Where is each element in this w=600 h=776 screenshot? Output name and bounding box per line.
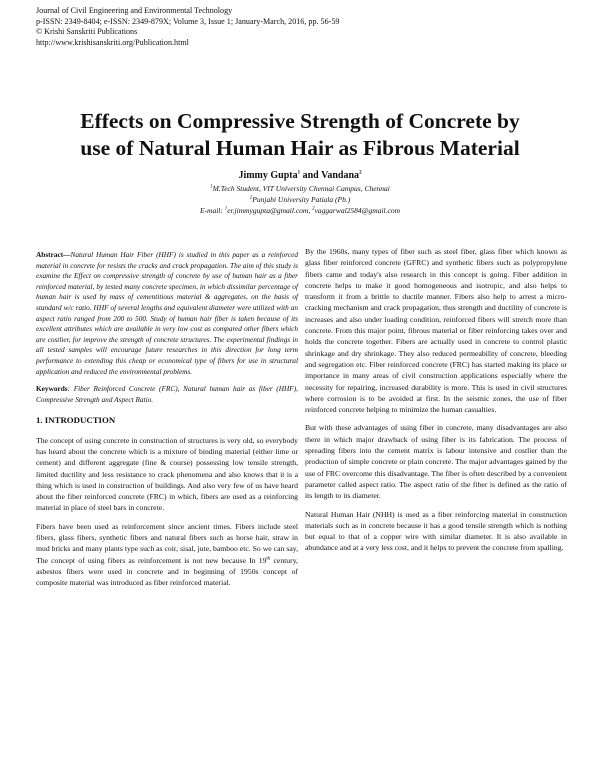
abstract [36, 250, 298, 377]
journal-header [36, 6, 339, 49]
right-column [305, 246, 567, 561]
author-1: Jimmy Gupta [238, 170, 298, 181]
section-heading-introduction: 1. INTRODUCTION [36, 415, 116, 426]
journal-copyright: © Krishi Sanskriti Publications [36, 27, 138, 37]
email-1[interactable]: er.jimmygupta@gmail.com, [227, 206, 313, 215]
affiliation-1 [0, 183, 600, 194]
affiliation-2-sup: 2 [249, 195, 253, 201]
journal-url[interactable]: http://www.krishisanskriti.org/Publication.html [36, 38, 189, 48]
author-2-sup: 2 [359, 170, 362, 176]
intro-paragraph-2 [36, 521, 298, 589]
journal-issn: p-ISSN: 2349-8404; e-ISSN: 2349-879X; Volume 3, Issue 1; January-March, 2016, pp. 56-59 [36, 16, 340, 26]
email-2[interactable]: vaggarwal2584@gmail.com [314, 206, 401, 215]
right-paragraph-1: By the 1960s, many types of fiber such as steel fiber, glass fiber which known as glass fiber reinforced concrete (GFRC) and synthetic fibers such as polypropylene fibers came and today's also research in this concept is going. Fiber addition in concrete helps to make it good homogeneous and isotropic, and also helps to transform it from a brittle to ductile manner. Fibers also help to arrest a micro-cracking mechanism and crack propagation, thus strength and ductility of concrete is increases and also under loading condition, reinforced fibers will stretch more than concrete. From this major point, fibrous material or fiber reinforcing takes over and holds the concrete together. Fibers are actually used in concrete to control plastic shrinkage and dry shrinkage. They also reduced permeability of concrete, bleeding and segregation etc. Fiber reinforced concrete (FRC) has started making its place or importance in many areas of civil construction applications especially where the necessity for repairing, increased durability is more. This is used in civil structures where corrosion is to be avoided at first. In the seismic zones, the use of fiber reinforced concrete helping to minimize the human casualties. [305, 247, 567, 415]
author-1-sup: 1 [297, 170, 301, 176]
affiliation-2-text: Punjabi University Patiala (Pb.) [252, 195, 351, 204]
email-1-sup: 1 [224, 206, 228, 212]
keywords-label: Keywords [36, 384, 68, 394]
century-sup: th [266, 556, 271, 562]
email-line [0, 205, 600, 216]
right-paragraph-3: Natural Human Hair (NHH) is used as a fiber reinforcing material in construction materials such as in concrete because it has a good tensile strength which is nothing but equal to that of a copper wire with similar diameter. It is also available in abundance and at a very less cost, and it helps to prevent the concrete from spalling. [305, 509, 567, 553]
title-line-2: use of Natural Human Hair as Fibrous Material [80, 136, 520, 160]
keywords [36, 384, 298, 405]
left-column [36, 250, 298, 595]
email-2-sup: 2 [312, 206, 315, 212]
abstract-label: Abstract— [36, 250, 71, 259]
affiliations [0, 183, 600, 216]
intro-paragraph-2-b: century, asbestos fibers were used in concrete and in beginning of 1950s concept of composite material was introduced as fiber reinforced material. [36, 555, 298, 588]
right-paragraph-2: But with these advantages of using fiber in concrete, many disadvantages are also there in which major drawback of using fiber is its fabrication. The process of spreading fibers into the cement matrix is labour intensive and costlier than the production of simple concrete or plain concrete. The major advantages gained by the use of FRC overcome this disadvantage. The fiber is often described by a convenient parameter called aspect ratio. The aspect ratio of the fiber is defined as the ratio of its length to its diameter. [305, 423, 567, 501]
intro-paragraph-1: The concept of using concrete in construction of structures is very old, so everybody has heard about the concrete which is a mixture of binding material (either lime or cement) and different aggregate (fine & course) possessing low tensile strength, limited ductility and less resistance to crack phenomena and also knows that it is a thing which is used in construction of buildings. And also very few of us have heard about the fiber reinforced concrete (FRC) in which, fibers are used as a reinforcing material in place of steel bars in concrete. [36, 435, 298, 513]
authors [0, 170, 600, 181]
paper-title [30, 108, 570, 162]
affiliation-1-text: M.Tech Student, VIT University Chennai Campus, Chennai [212, 184, 390, 193]
abstract-text: Natural Human Hair Fiber (HHF) is studied in this paper as a reinforced material in concrete for resists the cracks and crack propagation. The aim of this study is examine the Effect on compressive strength of concrete by use of human hair as a fiber reinforced material, by tested many concrete specimen, in which dissimilar percentage of human hair is used by mass of cementitious material & aggregates, on the basis of standard w/c ratio. HHF of several lengths and equivalent diameter were utilized with an aspect ratio ranged from 200 to 500. Study of human hair fiber is taken because of its excellent attributes which are available in very low cost as compared other fibers which are costlier, for improve the strength of concrete structures. The experimental findings in all tested samples will encourage future researches in this direction for long term performance to extending this cheap or economical type of fibers for use in structural application and reduced the environmental problems. [36, 250, 298, 376]
journal-name: Journal of Civil Engineering and Environmental Technology [36, 6, 233, 15]
authors-and: and [300, 170, 322, 181]
affiliation-1-sup: 1 [210, 184, 213, 190]
email-prefix: E-mail: [199, 206, 225, 215]
intro-paragraph-2-a: Fibers have been used as reinforcement since ancient times. Fibers include steel fibers, glass fibers, synthetic fibers and natural fibers such as horse hair, straw in mud bricks and many plants type such as coir, sisal, jute, bamboo etc. So we can say, The concept of using fibers as reinforcement is not new because In 19 [36, 521, 298, 565]
keywords-text: : Fiber Reinforced Concrete (FRC), Natural human hair as fiber (HHF), Compressive Strength and Aspect Ratio. [36, 384, 298, 404]
affiliation-2 [0, 194, 600, 205]
author-2: Vandana [321, 170, 360, 181]
title-line-1: Effects on Compressive Strength of Concrete by [80, 109, 520, 133]
